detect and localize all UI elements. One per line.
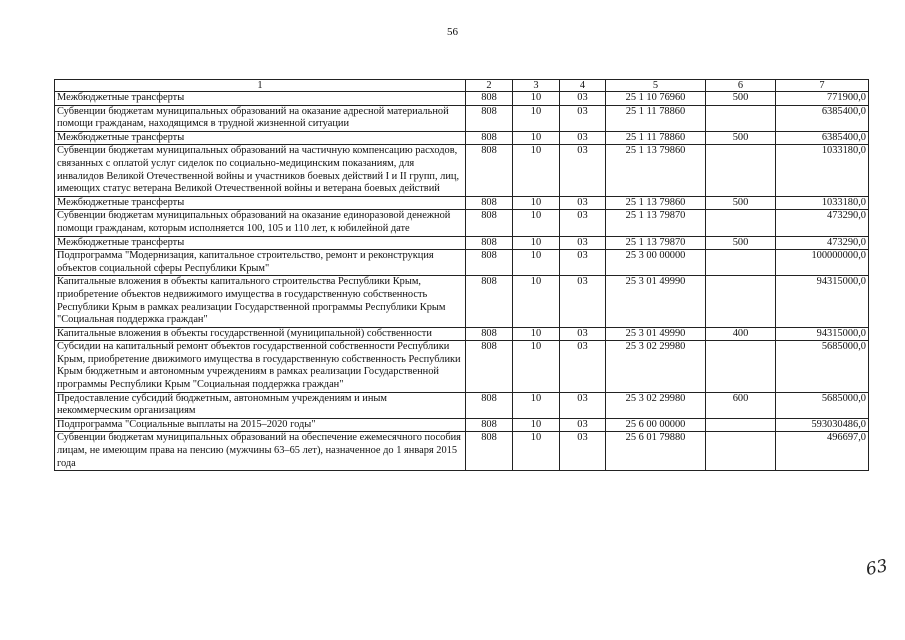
column-header: 5 xyxy=(606,80,706,92)
table-row xyxy=(55,196,869,210)
row-expense-type xyxy=(706,276,776,327)
row-section: 10 xyxy=(513,145,560,196)
row-section: 10 xyxy=(513,392,560,418)
row-subsection: 03 xyxy=(560,418,606,432)
row-amount: 593030486,0 xyxy=(776,418,869,432)
row-ministry-code: 808 xyxy=(466,92,513,106)
row-subsection: 03 xyxy=(560,131,606,145)
row-target-article: 25 3 01 49990 xyxy=(606,276,706,327)
row-name: Межбюджетные трансферты xyxy=(55,92,466,106)
row-section: 10 xyxy=(513,105,560,131)
row-expense-type xyxy=(706,341,776,392)
row-target-article: 25 1 10 76960 xyxy=(606,92,706,106)
row-amount: 1033180,0 xyxy=(776,196,869,210)
row-subsection: 03 xyxy=(560,196,606,210)
row-amount: 473290,0 xyxy=(776,210,869,236)
column-header: 7 xyxy=(776,80,869,92)
row-target-article: 25 6 00 00000 xyxy=(606,418,706,432)
row-subsection: 03 xyxy=(560,210,606,236)
row-ministry-code: 808 xyxy=(466,392,513,418)
table-row xyxy=(55,392,869,418)
row-section: 10 xyxy=(513,236,560,250)
table-row xyxy=(55,145,869,196)
row-target-article: 25 3 01 49990 xyxy=(606,327,706,341)
row-ministry-code: 808 xyxy=(466,131,513,145)
row-subsection: 03 xyxy=(560,276,606,327)
table-row xyxy=(55,92,869,106)
row-ministry-code: 808 xyxy=(466,432,513,471)
row-name: Капитальные вложения в объекты государственной (муниципальной) собственности xyxy=(55,327,466,341)
row-amount: 473290,0 xyxy=(776,236,869,250)
row-expense-type: 500 xyxy=(706,196,776,210)
row-name: Подпрограмма "Модернизация, капитальное строительство, ремонт и реконструкция объектов социальной сферы Республики Крым" xyxy=(55,250,466,276)
row-subsection: 03 xyxy=(560,432,606,471)
table-row xyxy=(55,341,869,392)
row-section: 10 xyxy=(513,210,560,236)
row-amount: 496697,0 xyxy=(776,432,869,471)
row-ministry-code: 808 xyxy=(466,236,513,250)
row-expense-type xyxy=(706,105,776,131)
column-header: 2 xyxy=(466,80,513,92)
row-expense-type xyxy=(706,418,776,432)
row-ministry-code: 808 xyxy=(466,418,513,432)
row-amount: 1033180,0 xyxy=(776,145,869,196)
row-ministry-code: 808 xyxy=(466,276,513,327)
row-amount: 94315000,0 xyxy=(776,276,869,327)
row-section: 10 xyxy=(513,418,560,432)
table-row xyxy=(55,327,869,341)
budget-table xyxy=(54,79,869,471)
row-section: 10 xyxy=(513,276,560,327)
table-header-row xyxy=(55,80,869,92)
row-section: 10 xyxy=(513,131,560,145)
row-ministry-code: 808 xyxy=(466,105,513,131)
row-section: 10 xyxy=(513,92,560,106)
handwritten-page-note: 63 xyxy=(864,555,890,581)
row-name: Субсидии на капитальный ремонт объектов государственной собственности Республики Крым, приобретение движимого имущества в государственную собственность Республики Крым бюджетным и автономным учреждениям в рамках реализации Государственной программы Республики Крым "Социальная поддержка граждан" xyxy=(55,341,466,392)
row-target-article: 25 1 11 78860 xyxy=(606,131,706,145)
table-row xyxy=(55,432,869,471)
row-name: Субвенции бюджетам муниципальных образований на обеспечение ежемесячного пособия лицам, не имеющим права на пенсию (мужчины 63–65 лет), назначенное до 1 января 2015 года xyxy=(55,432,466,471)
row-ministry-code: 808 xyxy=(466,210,513,236)
row-expense-type xyxy=(706,432,776,471)
row-expense-type: 400 xyxy=(706,327,776,341)
row-name: Межбюджетные трансферты xyxy=(55,196,466,210)
row-ministry-code: 808 xyxy=(466,250,513,276)
row-ministry-code: 808 xyxy=(466,327,513,341)
row-target-article: 25 3 00 00000 xyxy=(606,250,706,276)
column-header: 3 xyxy=(513,80,560,92)
table-row xyxy=(55,105,869,131)
row-amount: 6385400,0 xyxy=(776,105,869,131)
row-expense-type: 500 xyxy=(706,236,776,250)
row-name: Подпрограмма "Социальные выплаты на 2015–2020 годы" xyxy=(55,418,466,432)
table-row xyxy=(55,236,869,250)
table-row xyxy=(55,276,869,327)
row-subsection: 03 xyxy=(560,92,606,106)
row-amount: 94315000,0 xyxy=(776,327,869,341)
row-expense-type xyxy=(706,210,776,236)
row-target-article: 25 1 13 79860 xyxy=(606,196,706,210)
row-subsection: 03 xyxy=(560,105,606,131)
table-row xyxy=(55,418,869,432)
row-expense-type: 600 xyxy=(706,392,776,418)
row-target-article: 25 1 11 78860 xyxy=(606,105,706,131)
row-name: Субвенции бюджетам муниципальных образований на оказание единоразовой денежной помощи гражданам, которым исполняется 100, 105 и 110 лет, к юбилейной дате xyxy=(55,210,466,236)
row-section: 10 xyxy=(513,196,560,210)
row-amount: 5685000,0 xyxy=(776,392,869,418)
row-section: 10 xyxy=(513,341,560,392)
column-header: 1 xyxy=(55,80,466,92)
row-name: Предоставление субсидий бюджетным, автономным учреждениям и иным некоммерческим организациям xyxy=(55,392,466,418)
row-subsection: 03 xyxy=(560,327,606,341)
row-name: Субвенции бюджетам муниципальных образований на оказание адресной материальной помощи гражданам, находящимся в трудной жизненной ситуации xyxy=(55,105,466,131)
row-section: 10 xyxy=(513,250,560,276)
row-name: Межбюджетные трансферты xyxy=(55,131,466,145)
row-expense-type xyxy=(706,145,776,196)
row-target-article: 25 3 02 29980 xyxy=(606,392,706,418)
row-subsection: 03 xyxy=(560,392,606,418)
row-amount: 771900,0 xyxy=(776,92,869,106)
column-header: 6 xyxy=(706,80,776,92)
table-row xyxy=(55,131,869,145)
row-section: 10 xyxy=(513,432,560,471)
row-expense-type: 500 xyxy=(706,131,776,145)
row-section: 10 xyxy=(513,327,560,341)
table-row xyxy=(55,210,869,236)
row-ministry-code: 808 xyxy=(466,341,513,392)
row-amount: 100000000,0 xyxy=(776,250,869,276)
row-name: Субвенции бюджетам муниципальных образований на частичную компенсацию расходов, связанных с оплатой услуг сиделок по социально-медицинским показаниям, для инвалидов Великой Отечественной войны и участников боевых действий I и II групп, лиц, имеющих статус ветерана Великой Отечественной войны и ветерана боевых действий xyxy=(55,145,466,196)
row-ministry-code: 808 xyxy=(466,196,513,210)
row-target-article: 25 1 13 79870 xyxy=(606,210,706,236)
row-target-article: 25 1 13 79860 xyxy=(606,145,706,196)
table-row xyxy=(55,250,869,276)
row-amount: 6385400,0 xyxy=(776,131,869,145)
row-subsection: 03 xyxy=(560,250,606,276)
row-name: Межбюджетные трансферты xyxy=(55,236,466,250)
column-header: 4 xyxy=(560,80,606,92)
page-number: 56 xyxy=(447,26,458,38)
row-expense-type xyxy=(706,250,776,276)
row-name: Капитальные вложения в объекты капитального строительства Республики Крым, приобретение объектов недвижимого имущества в государственную собственность Республики Крым в рамках реализации Государственной программы Республики Крым "Социальная поддержка граждан" xyxy=(55,276,466,327)
row-ministry-code: 808 xyxy=(466,145,513,196)
row-subsection: 03 xyxy=(560,236,606,250)
row-target-article: 25 1 13 79870 xyxy=(606,236,706,250)
row-subsection: 03 xyxy=(560,145,606,196)
row-expense-type: 500 xyxy=(706,92,776,106)
row-subsection: 03 xyxy=(560,341,606,392)
row-target-article: 25 3 02 29980 xyxy=(606,341,706,392)
row-target-article: 25 6 01 79880 xyxy=(606,432,706,471)
row-amount: 5685000,0 xyxy=(776,341,869,392)
